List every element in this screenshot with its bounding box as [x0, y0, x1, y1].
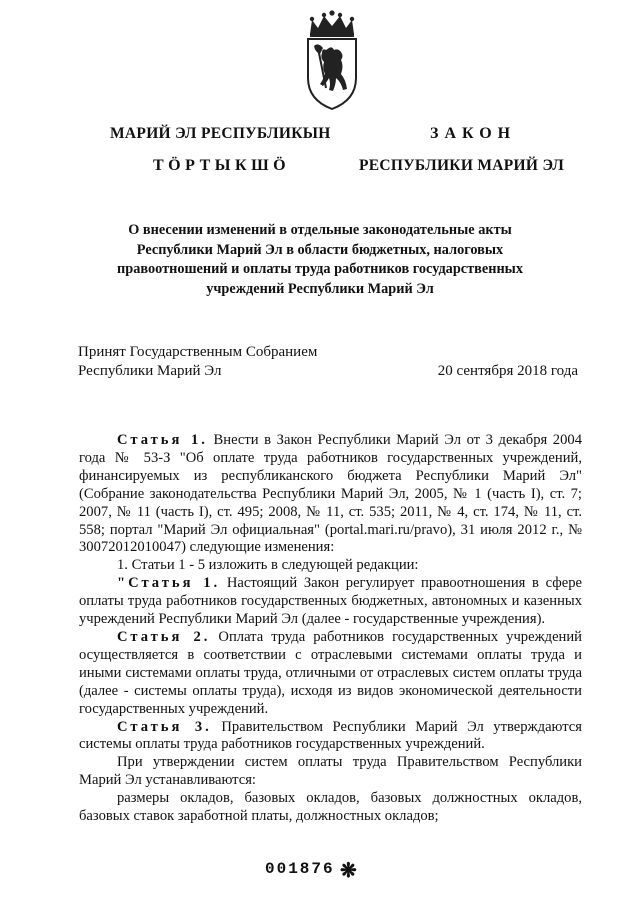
law-body	[79, 432, 582, 826]
new-article-3-label: Статья 3.	[117, 718, 212, 735]
new-article-2-label: Статья 2.	[117, 628, 211, 645]
adoption-block	[78, 343, 578, 381]
new-article-2-text: Оплата труда работников государственных учреждений осуществляется в соответствии с отраслевыми системами оплаты труда и иными системами оплаты труда, отличными от отраслевых систем оплаты труда (далее - системы оплаты труда), исходя из видов экономической деятельности государственных учреждений.	[79, 628, 582, 717]
document-title	[80, 221, 560, 299]
serial-star-icon: ❋	[340, 860, 357, 882]
new-article-3-paragraph	[79, 719, 582, 755]
article-1-label: Статья 1.	[117, 432, 208, 448]
header-republic-name: РЕСПУБЛИКИ МАРИЙ ЭЛ	[359, 157, 565, 174]
new-article-1-label: "Статья 1.	[117, 575, 221, 592]
header-mari-title-line2: ТӦРТЫКШӦ	[153, 157, 291, 174]
item-1-text: 1. Статьи 1 - 5 изложить в следующей редакции:	[117, 557, 419, 574]
adoption-line2: Республики Марий Эл	[78, 363, 222, 379]
article-1-paragraph	[79, 432, 582, 557]
coat-of-arms-icon	[296, 8, 368, 112]
serial-number: 001876	[265, 860, 335, 878]
new-article-2-paragraph	[79, 629, 582, 719]
sizes-text: размеры окладов, базовых окладов, базовых должностных окладов, базовых ставок заработной платы, должностных окладов;	[79, 790, 582, 825]
document-title-line: Республики Марий Эл в области бюджетных, налоговых	[136, 241, 504, 258]
adoption-line1: Принят Государственным Собранием	[78, 344, 318, 360]
document-title-line: учреждений Республики Марий Эл	[206, 280, 434, 297]
article-1-text: Внести в Закон Республики Марий Эл от 3 декабря 2004 года № 53-З "Об оплате труда работников государственных учреждений, финансируемых из республиканского бюджета Республики Марий Эл" (Собрание законодательства Республики Марий Эл, 2005, № 1 (часть I), ст. 7; 2007, № 11 (часть I), ст. 495; 2008, № 11, ст. 535; 2011, № 4, ст. 174, № 11, ст. 558; портал "Марий Эл официальная" (portal.mari.ru/pravo), 31 июля 2012 г., № 30072012010047) следующие изменения:	[79, 432, 582, 556]
new-article-1-text: Настоящий Закон регулирует правоотношения в сфере оплаты труда работников государственных бюджетных, автономных и казенных учреждений Республики Марий Эл (далее - государственные учреждения).	[79, 575, 583, 628]
header-mari-title-line1: МАРИЙ ЭЛ РЕСПУБЛИКЫН	[110, 125, 331, 142]
header-law-title: ЗАКОН	[430, 125, 517, 142]
item-1-paragraph	[79, 557, 582, 575]
document-title-line: правоотношений и оплаты труда работников государственных	[117, 261, 523, 277]
new-article-3-text: Правительством Республики Марий Эл утверждаются системы оплаты труда работников государственных учреждений.	[79, 718, 582, 753]
adoption-date: 20 сентября 2018 года	[437, 363, 578, 379]
sizes-paragraph	[79, 790, 582, 826]
document-title-line: О внесении изменений в отдельные законодательные акты	[128, 222, 512, 238]
approval-paragraph	[79, 754, 582, 790]
new-article-1-paragraph	[79, 575, 582, 629]
approval-text: При утверждении систем оплаты труда Правительством Республики Марий Эл устанавливаются:	[79, 754, 582, 789]
